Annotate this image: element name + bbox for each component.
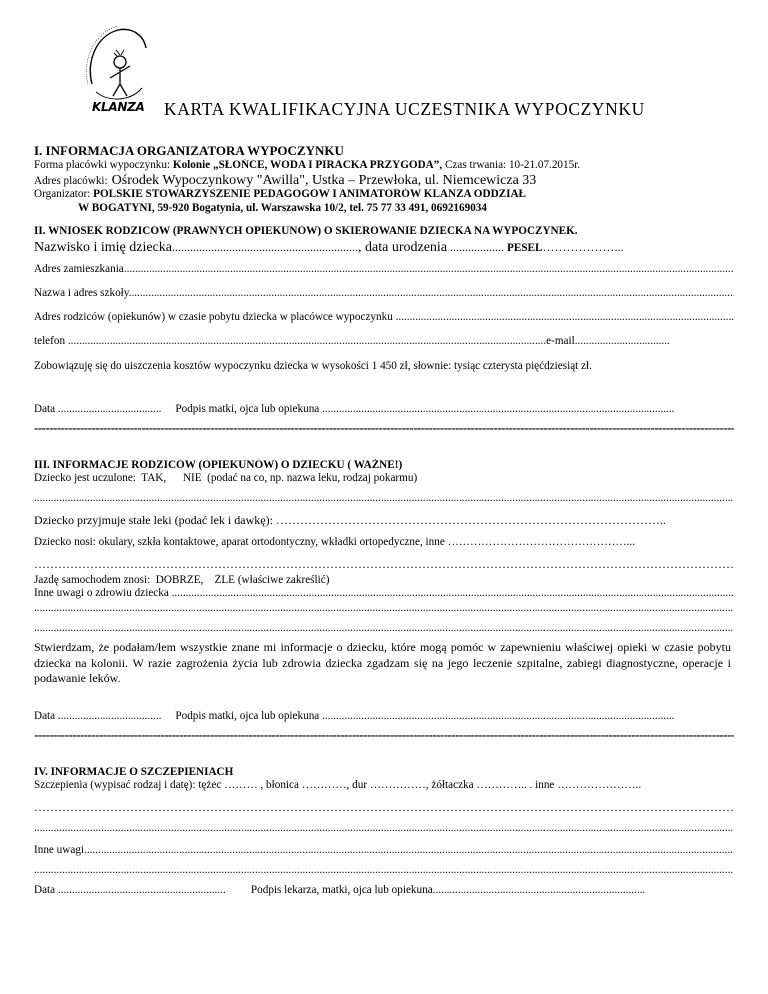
facility-duration: Czas trwania: 10-21.07.2015r.	[444, 159, 581, 171]
parents-address-field[interactable]: Adres rodziców (opiekunów) w czasie pobytu dziecka w placówce wypoczynku .........................................................................................................................	[34, 311, 734, 323]
allergy-line[interactable]: Dziecko jest uczulone: TAK, NIE (podać na co, np. nazwa leku, rodzaj pokarmu)	[34, 472, 418, 484]
facility-form-line	[34, 159, 734, 171]
signature-label: Podpis matki, ojca lub opiekuna	[175, 403, 320, 415]
section2-heading: II. WNIOSEK RODZICÓW (PRAWNYCH OPIEKUNÓW) O SKIEROWANIE DZIECKA NA WYPOCZYNEK.	[34, 225, 578, 237]
vaccines-line[interactable]: Szczepienia (wypisać rodzaj i datę): tężec ……… , błonica …………, dur ……………, żółtaczka ………….. . inne …………………..	[34, 779, 642, 791]
section4-signature-row[interactable]: Data ............................................................ Podpis lekarza, matki, ojca lub opiekuna............................................................................	[34, 884, 646, 896]
tetanus-label: Szczepienia (wypisać rodzaj i datę): tężec	[34, 779, 222, 791]
other-notes-field[interactable]: Inne uwagi .....	[34, 844, 734, 856]
wears-field[interactable]: Dziecko nosi: okulary, szkła kontaktowe, aparat ortodontyczny, wkładki ortopedyczne, inne …………………………………………...	[34, 536, 635, 548]
health-notes-field[interactable]: Inne uwagi o zdrowiu dziecka .....	[34, 587, 734, 599]
signature-label: Podpis matki, ojca lub opiekuna	[175, 710, 320, 722]
klanza-logo	[78, 22, 156, 117]
cut-line	[34, 727, 734, 743]
organizer-name: POLSKIE STOWARZYSZENIE PEDAGOGÓW I ANIMATORÓW KLANZA ODDZIAŁ	[93, 188, 527, 200]
diphtheria-label: , błonica	[260, 779, 299, 791]
facility-address-value: Ośrodek Wypoczynkowy "Awilla", Ustka – Przewłoka, ul. Niemcewicza 33	[111, 173, 537, 188]
date-label: Data	[34, 884, 56, 896]
klanza-logo-text: KLANZA	[92, 100, 145, 114]
car-sickness-line[interactable]: Jazdę samochodem znosi: DOBRZE, ŹLE (właściwe zakreślić)	[34, 574, 330, 586]
child-name-line: Nazwisko i imię dziecka.............................................................., data urodzenia .................. PESEL………………...	[34, 240, 624, 255]
allergy-details-field[interactable]	[34, 492, 734, 504]
birth-date-label[interactable]: , data urodzenia	[358, 240, 448, 255]
section3-heading: III. INFORMACJE RODZICÓW (OPIEKUNÓW) O DZIECKU ( WAŻNE!)	[34, 459, 403, 471]
section1-heading: I. INFORMACJA ORGANIZATORA WYPOCZYNKU	[34, 143, 344, 158]
health-notes-line-2[interactable]	[34, 602, 734, 614]
facility-form-value: Kolonie „SŁOŃCE, WODA I PIRACKA PRZYGODA”,	[172, 159, 443, 171]
organizer-label: Organizator:	[34, 188, 91, 200]
phone-label: telefon	[34, 335, 66, 347]
consent-statement: Stwierdzam, że podałam/łem wszystkie znane mi informacje o dziecku, które mogą pomóc w zapewnieniu właściwej opieki w czasie pobytu dziecka na kolonii. W razie zagrożenia życia lub zdrowia dziecka zgadzam się na jego leczenie szpitalne, zabiegi diagnostyczne, operacje i podawanie leków.	[34, 640, 731, 686]
organizer-address: W BOGATYNI, 59-920 Bogatynia, ul. Warszawska 10/2, tel. 75 77 33 491, 0692169034	[78, 202, 487, 214]
date-label: Data	[34, 710, 56, 722]
date-label: Data	[34, 403, 56, 415]
vaccines-line-2[interactable]	[34, 800, 734, 815]
organizer-line	[34, 188, 734, 200]
vaccines-line-3[interactable]	[34, 822, 734, 834]
medication-field[interactable]: Dziecko przyjmuje stałe leki (podać lek i dawkę): ……………………………………………………………………………………..	[34, 513, 666, 527]
home-address-field[interactable]: Adres zamieszkania .....	[34, 263, 734, 275]
jaundice-label: , żółtaczka	[425, 779, 474, 791]
signature-label: Podpis lekarza, matki, ojca lub opiekuna	[250, 884, 433, 896]
other-notes-line-2[interactable]	[34, 864, 734, 876]
school-field[interactable]: Nazwa i adres szkoły .....	[34, 287, 734, 299]
wears-details-field[interactable]	[34, 557, 734, 572]
child-name-label[interactable]: Nazwisko i imię dziecka	[34, 240, 173, 255]
email-label: e-mail	[546, 335, 575, 347]
facility-address-line	[34, 171, 734, 189]
section3-signature-row[interactable]: Data ..................................... Podpis matki, ojca lub opiekuna ..............................................................................................................................	[34, 710, 675, 722]
health-notes-line-3[interactable]	[34, 622, 734, 634]
facility-address-label: Adres placówki:	[34, 175, 108, 187]
facility-form-label: Forma placówki wypoczynku:	[34, 159, 171, 171]
cost-obligation: Zobowiązuję się do uiszczenia kosztów wypoczynku dziecka w wysokości 1 450 zł, słownie: tysiąc czterysta pięćdziesiąt zł.	[34, 360, 592, 372]
section4-heading: IV. INFORMACJE O SZCZEPIENIACH	[34, 766, 234, 778]
cut-line	[34, 420, 734, 436]
typhoid-label: , dur	[346, 779, 368, 791]
phone-email-field[interactable]: telefon ...........................................................................................................................................................................e-mail..................................	[34, 335, 670, 347]
pesel-label[interactable]: PESEL	[507, 242, 543, 254]
section2-signature-row[interactable]: Data ..................................... Podpis matki, ojca lub opiekuna ..............................................................................................................................	[34, 403, 675, 415]
page-title: KARTA KWALIFIKACYJNA UCZESTNIKA WYPOCZYNKU	[164, 99, 645, 119]
other-vaccine-label: . inne	[529, 779, 555, 791]
